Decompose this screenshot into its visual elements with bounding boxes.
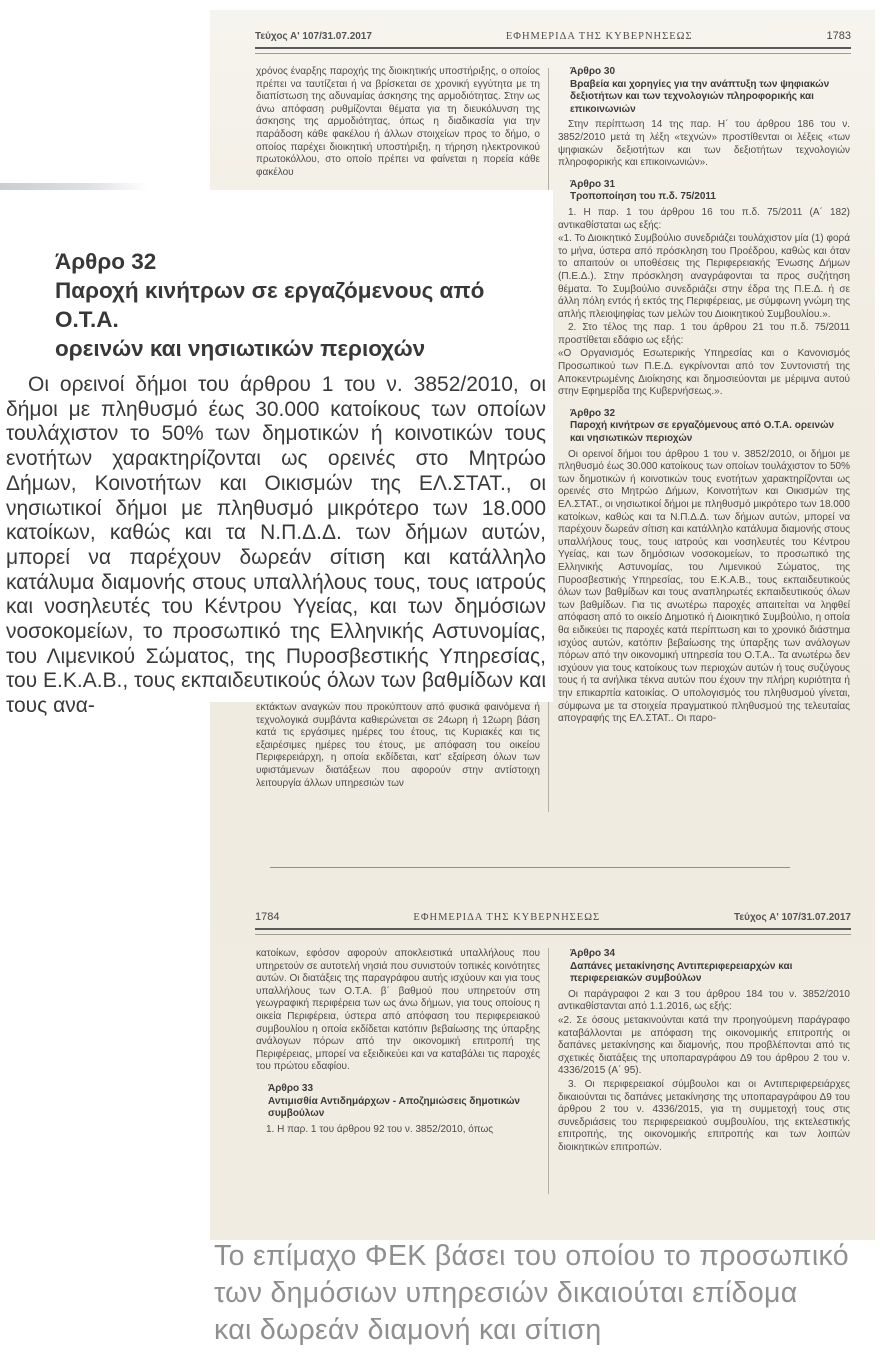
page1-header-rule — [255, 47, 851, 54]
excerpt-subtitle-line1: Παροχή κινήτρων σε εργαζόμενους από Ο.Τ.Α. — [55, 278, 485, 332]
page1-left-column-top — [256, 66, 540, 202]
article-31-paragraph: 1. Η παρ. 1 του άρθρου 16 του π.δ. 75/2011 (Α΄ 182) αντικαθίσταται ως εξής: — [558, 206, 850, 231]
page2-column-divider — [548, 948, 549, 1194]
page2-gazette-title: ΕΦΗΜΕΡΙΔΑ ΤΗΣ ΚΥΒΕΡΝΗΣΕΩΣ — [413, 912, 601, 923]
page1-issue-label: Τεύχος Α' 107/31.07.2017 — [255, 31, 372, 42]
page2-issue-label: Τεύχος Α' 107/31.07.2017 — [734, 912, 851, 923]
article-32-excerpt — [6, 247, 546, 719]
article-33-title: Άρθρο 33 — [268, 1082, 314, 1094]
article-33-heading — [256, 1083, 540, 1121]
page1-header — [255, 30, 851, 42]
article-31-paragraph: «1. Το Διοικητικό Συμβούλιο συνεδριάζει τουλάχιστον μία (1) φορά το μήνα, ύστερα από πρόσκληση του Προέδρου, καθώς και όταν το απαιτούν οι υποθέσεις της Περιφερειακής Ένωσης Δήμων (Π.Ε.Δ.). Στην πρόσκληση αναγράφονται τα προς συζήτηση θέματα. Το Συμβούλιο συνεδριάζει στην έδρα της Π.Ε.Δ. ή σε άλλη πόλη εντός ή εκτός της Περιφέρειας, με σύμφωνη γνώμη της απλής πλειοψηφίας των μελών του Διοικητικού Συμβουλίου.». — [558, 233, 850, 320]
image-caption — [214, 1238, 874, 1349]
article-34-paragraph: «2. Σε όσους μετακινούνται κατά την προηγούμενη παράγραφο καταβάλλονται με απόφαση της οικονομικής επιτροπής οι δαπάνες μετακίνησης και διαμονής, που προβλέπονται από τις σχετικές διατάξεις της υποπαραγράφου Δ9 του άρθρου 2 του ν. 4336/2015 (Α΄ 95). — [558, 1014, 850, 1077]
article-32-heading-small — [558, 408, 850, 446]
pages-divider-line — [270, 867, 790, 868]
article-31-paragraph: 2. Στο τέλος της παρ. 1 του άρθρου 21 του π.δ. 75/2011 προστίθεται εδάφιο ως εξής: — [558, 322, 850, 346]
caption-line: και δωρεάν διαμονή και σίτιση — [214, 1314, 602, 1346]
article-32-subtitle-small: Παροχή κινήτρων σε εργαζόμενους από Ο.Τ.Α. ορεινών και νησιωτικών περιοχών — [570, 420, 835, 445]
article-31-title: Άρθρο 31 — [570, 178, 616, 190]
paragraph: χρόνος έναρξης παροχής της διοικητικής υποστήριξης, ο οποίος πρέπει να ταυτίζεται ή να βρίσκεται σε χρονική εγγύτητα με τη διαπίστωση της αδυναμίας άσκησης της αρμοδιότητας. Στην ως άνω απόφαση ρυθμίζονται θέματα για τη διευκόλυνση της άσκησης της αρμοδιότητας, όπως η διαδικασία για την παράδοση κάθε φακέλου ή άλλων στοιχείων προς το δήμο, ο οποίος παρέχει διοικητική υποστήριξη, η τήρηση ηλεκτρονικού πρωτοκόλλου, στο οποίο πρέπει να φαίνεται η πορεία κάθε φακέλου — [256, 66, 540, 178]
article-34-paragraph: Οι παράγραφοι 2 και 3 του άρθρου 184 του ν. 3852/2010 αντικαθίστανται από 1.1.2016, ως εξής: — [558, 988, 850, 1013]
excerpt-title: Άρθρο 32 — [55, 249, 157, 274]
article-30-subtitle: Βραβεία και χορηγίες για την ανάπτυξη των ψηφιακών δεξιοτήτων και των τεχνολογιών πληροφορικής και επικοινωνιών — [570, 78, 830, 115]
article-30-title: Άρθρο 30 — [570, 66, 616, 77]
article-32-body-small: Οι ορεινοί δήμοι του άρθρου 1 του ν. 3852/2010, οι δήμοι με πληθυσμό έως 30.000 κατοίκους των οποίων τουλάχιστον το 50% των δημοτικών ή κοινοτικών τους ενοτήτων χαρακτηρίζονται ως ορεινές στο Μητρώο Δήμων, Κοινοτήτων και Οικισμών της ΕΛ.ΣΤΑΤ., οι νησιωτικοί δήμοι με πληθυσμό μικρότερο των 18.000 κατοίκων, καθώς και τα Ν.Π.Δ.Δ. των δήμων αυτών, μπορεί να παρέχουν δωρεάν σίτιση και κατάλληλο κατάλυμα διαμονής στους υπαλλήλους τους, τους ιατρούς και νοσηλευτές του Κέντρου Υγείας, και των δημόσιων νοσοκομείων, το προσωπικό της Ελληνικής Αστυνομίας, του Λιμενικού Σώματος, της Πυροσβεστικής Υπηρεσίας, του Ε.Κ.Α.Β., τους εκπαιδευτικούς όλων των βαθμίδων και τους αναπληρωτές εκπαιδευτικούς όλων των βαθμίδων. Για τις ανωτέρω παροχές απαιτείται να ληφθεί απόφαση από το οικείο Δημοτικό ή Διοικητικό Συμβούλιο, η οποία θα ειδικεύει τις παροχές κατά περίπτωση και το χρονικό διάστημα ισχύος αυτών, κατόπιν βεβαίωσης της ύπαρξης των ανάλογων πόρων από την οικονομική υπηρεσία του Ο.Τ.Α.. Τα ανωτέρω δεν ισχύουν για τους κατοίκους των περιοχών αυτών ή τους συζύγους τους ή τα ανήλικα τέκνα αυτών που έχουν την πλήρη κυριότητα ή την επικαρπία κατοικίας. Ο υπολογισμός του πληθυσμού γίνεται, σύμφωνα με τα στοιχεία πραγματικού πληθυσμού της τελευταίας απογραφής της ΕΛ.ΣΤΑΤ.. Οι παρο- — [558, 448, 850, 725]
page1-page-number: 1783 — [826, 30, 851, 42]
page1-gazette-title: ΕΦΗΜΕΡΙΔΑ ΤΗΣ ΚΥΒΕΡΝΗΣΕΩΣ — [505, 31, 693, 42]
article-30-heading — [558, 66, 850, 116]
article-32-continuation: κατοίκων, εφόσον αφορούν αποκλειστικά υπαλλήλους που υπηρετούν σε αυτοτελή νησιά που συνιστούν τοπικές κοινότητες αυτών. Οι διατάξεις της παραγράφου αυτής ισχύουν και για τους υπαλλήλους των Ο.Τ.Α. β΄ βαθμού που υπηρετούν στη γεωγραφική περιφέρεια των ως άνω δήμων, για τους οποίους η οικεία Περιφέρεια, ύστερα από απόφαση του περιφερειακού συμβουλίου η οποία εκδίδεται κατόπιν βεβαίωσης της ύπαρξης ανάλογων πόρων από την οικονομική επιτροπή της Περιφέρειας, μπορεί να εξειδικεύει και να καταβάλει τις παροχές του πρώτου εδαφίου. — [256, 948, 540, 1073]
page2-header — [255, 911, 851, 923]
page2-left-column — [256, 948, 540, 1198]
article-33-body: 1. Η παρ. 1 του άρθρου 92 του ν. 3852/2010, όπως — [266, 1123, 494, 1135]
article-32-title-small: Άρθρο 32 — [570, 407, 616, 419]
article-34-heading — [558, 948, 850, 986]
page2-header-rule — [255, 928, 851, 935]
excerpt-subtitle-line2: ορεινών και νησιωτικών περιοχών — [55, 336, 426, 361]
page2-page-number: 1784 — [255, 911, 280, 923]
article-34-paragraph: 3. Οι περιφερειακοί σύμβουλοι και οι Αντιπεριφερειάρχες δικαιούνται τις δαπάνες μετακίνησης της υποπαραγράφου Δ9 του άρθρου 2 του ν. 4336/2015, για τη συμμετοχή τους στις συνεδριάσεις του περιφερειακού συμβουλίου, της εκτελεστικής επιτροπής, της οικονομικής επιτροπής και των λοιπών διοικητικών επιτροπών. — [558, 1078, 850, 1153]
article-30-body: Στην περίπτωση 14 της παρ. Η΄ του άρθρου 186 του ν. 3852/2010 μετά τη λέξη «τεχνών» προστίθενται οι λέξεις «των ψηφιακών δεξιοτήτων και των δεξιοτήτων τεχνολογιών πληροφορικής και επικοινωνιών». — [558, 119, 850, 169]
article-33-subtitle: Αντιμισθία Αντιδημάρχων - Αποζημιώσεις δημοτικών συμβούλων — [268, 1095, 520, 1120]
article-31-paragraph: «Ο Οργανισμός Εσωτερικής Υπηρεσίας και ο Κανονισμός Προσωπικού των Π.Ε.Δ. εγκρίνονται από τον Συντονιστή της Αποκεντρωμένης Διοίκησης και δημοσιεύονται με μέριμνα αυτού στην Εφημερίδα της Κυβερνήσεως.». — [558, 348, 850, 398]
paragraph: εκτάκτων αναγκών που προκύπτουν από φυσικά φαινόμενα ή τεχνολογικά συμβάντα καθιερώνεται σε 24ωρη ή 12ωρη βάση κατά τις εργάσιμες ημέρες του έτους, τις Κυριακές και τις εξαιρέσιμες ημέρες του έτους, με απόφαση του οικείου Περιφερειάρχη, η οποία εκδίδεται, κατ' εξαίρεση όλων των υφιστάμενων διατάξεων που αφορούν στην αντίστοιχη λειτουργία άλλων υπηρεσιών των — [256, 702, 540, 789]
page2-right-column — [558, 948, 850, 1198]
article-34-title: Άρθρο 34 — [570, 948, 616, 959]
article-31-heading — [558, 179, 850, 204]
page1-right-column — [558, 66, 850, 814]
caption-line: των δημόσιων υπηρεσιών δικαιούται επίδομα — [214, 1277, 798, 1309]
article-34-subtitle: Δαπάνες μετακίνησης Αντιπεριφερειαρχών και περιφερειακών συμβούλων — [570, 960, 793, 985]
excerpt-body: Οι ορεινοί δήμοι του άρθρου 1 του ν. 3852/2010, οι δήμοι με πληθυσμό έως 30.000 κατοίκους των οποίων τουλάχιστον το 50% των δημοτικών ή κοινοτικών τους ενοτήτων χαρακτηρίζονται ως ορεινές στο Μητρώο Δήμων, Κοινοτήτων και Οικισμών της ΕΛ.ΣΤΑΤ., οι νησιωτικοί δήμοι με πληθυσμό μικρότερο των 18.000 κατοίκων, καθώς και τα Ν.Π.Δ.Δ. των δήμων αυτών, μπορεί να παρέχουν δωρεάν σίτιση και κατάλληλο κατάλυμα διαμονής στους υπαλλήλους τους, τους ιατρούς και νοσηλευτές του Κέντρου Υγείας, και των δημόσιων νοσοκομείων, το προσωπικό της Ελληνικής Αστυνομίας, του Λιμενικού Σώματος, της Πυροσβεστικής Υπηρεσίας, του Ε.Κ.Α.Β., τους εκπαιδευτικούς όλων των βαθμίδων και τους ανα- — [6, 373, 546, 718]
article-31-subtitle: Τροποποίηση του π.δ. 75/2011 — [570, 191, 716, 203]
caption-line: Το επίμαχο ΦΕΚ βάσει του οποίου το προσωπικό — [214, 1240, 849, 1272]
